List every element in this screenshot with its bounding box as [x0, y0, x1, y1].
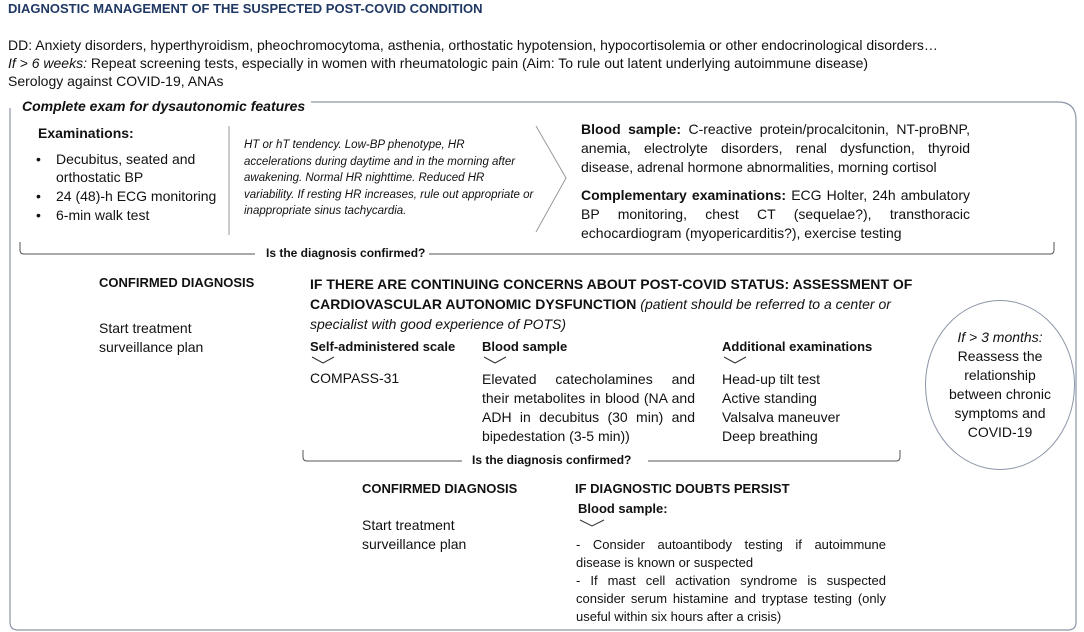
confirmed-text-2: Start treatment surveillance plan	[362, 517, 467, 552]
scale-label: Self-administered scale	[310, 339, 456, 354]
list-item: • 24 (48)-h ECG monitoring	[34, 187, 219, 205]
list-item: • Decubitus, seated and orthostatic BP	[34, 150, 219, 186]
list-item: Head-up tilt test	[722, 371, 821, 387]
caret-down-icon	[484, 357, 506, 363]
list-item: • 6-min walk test	[34, 206, 219, 224]
scale-value: COMPASS-31	[310, 370, 400, 386]
exam-finding: HT or hT tendency. Low-BP phenotype, HR accelerations during daytime and in the morning after awakening. Normal HR nighttime. Reduced HR variability. If resting HR increases, rule out appropriate or inappropriate sinus tachycardia.	[244, 139, 534, 217]
reassess-circle	[925, 300, 1075, 470]
complementary-label: Complementary examinations:	[581, 187, 787, 203]
caret-down-icon	[724, 357, 746, 363]
page-title: DIAGNOSTIC MANAGEMENT OF THE SUSPECTED POST-COVID CONDITION	[8, 1, 483, 16]
dd-line: DD: Anxiety disorders, hyperthyroidism, pheochromocytoma, asthenia, orthostatic hypotension, hypocortisolemia or other endocrinological disorders…	[8, 37, 938, 53]
list-item: Deep breathing	[722, 428, 818, 444]
exam-blood-label: Blood sample:	[581, 121, 682, 137]
serology-line: Serology against COVID-19, ANAs	[8, 73, 224, 89]
list-item: Active standing	[722, 390, 817, 406]
examinations-label: Examinations:	[38, 125, 134, 141]
chevron-right-icon	[536, 126, 566, 232]
exam-heading: Complete exam for dysautonomic features	[22, 97, 311, 115]
confirmed-text-1: Start treatment surveillance plan	[99, 320, 204, 355]
concern-heading: IF THERE ARE CONTINUING CONCERNS ABOUT POST-COVID STATUS: ASSESSMENT OF CARDIOVASCULAR AUTONOMIC DYSFUNCTION	[310, 276, 913, 312]
weeks-text: Repeat screening tests, especially in women with rheumatologic pain (Aim: To rule out latent underlying autoimmune disease)	[86, 55, 869, 71]
circle-label: If > 3 months:	[957, 329, 1043, 345]
question-1: Is the diagnosis confirmed?	[262, 246, 429, 260]
exam-blood	[581, 120, 970, 177]
additional-list	[722, 370, 840, 446]
question-2: Is the diagnosis confirmed?	[468, 453, 635, 467]
weeks-line	[8, 54, 868, 72]
doubts-blood-label: Blood sample:	[578, 501, 668, 516]
examinations-list	[34, 150, 219, 225]
list-item: Valsalva maneuver	[722, 409, 841, 425]
caret-down-icon	[580, 520, 604, 526]
doubts-heading: IF DIAGNOSTIC DOUBTS PERSIST	[575, 481, 790, 496]
brace-1	[20, 242, 1054, 254]
exam-complementary	[581, 186, 970, 243]
concern-blood-text: Elevated catecholamines and their metabolites in blood (NA and ADH in decubitus (30 min) and bipedestation (3-5 min))	[482, 371, 695, 444]
concern-block	[310, 274, 915, 334]
concern-note: (patient should be referred to a center or specialist with good experience of POTS)	[310, 296, 891, 332]
circle-text: Reassess the relationship between chronic symptoms and COVID-19	[949, 348, 1051, 440]
weeks-label: If > 6 weeks:	[8, 55, 87, 71]
exam-blood-text: C-reactive protein/procalcitonin, NT-proBNP, anemia, electrolyte disorders, renal dysfunction, thyroid disease, adrenal hormone abnormalities, morning cortisol	[581, 121, 970, 175]
doubts-items	[576, 536, 886, 626]
list-item: - If mast cell activation syndrome is suspected consider serum histamine and tryptase testing (only useful within six hours after a crisis)	[576, 573, 886, 624]
caret-down-icon	[312, 357, 334, 363]
complementary-text: ECG Holter, 24h ambulatory BP monitoring, chest CT (sequelae?), transthoracic echocardiogram (myopericarditis?), exercise testing	[581, 187, 970, 241]
concern-blood-label: Blood sample	[482, 339, 568, 354]
confirmed-heading-2: CONFIRMED DIAGNOSIS	[362, 481, 518, 496]
additional-label: Additional examinations	[722, 339, 873, 354]
confirmed-heading-1: CONFIRMED DIAGNOSIS	[99, 275, 255, 290]
list-item: - Consider autoantibody testing if autoimmune disease is known or suspected	[576, 537, 886, 570]
